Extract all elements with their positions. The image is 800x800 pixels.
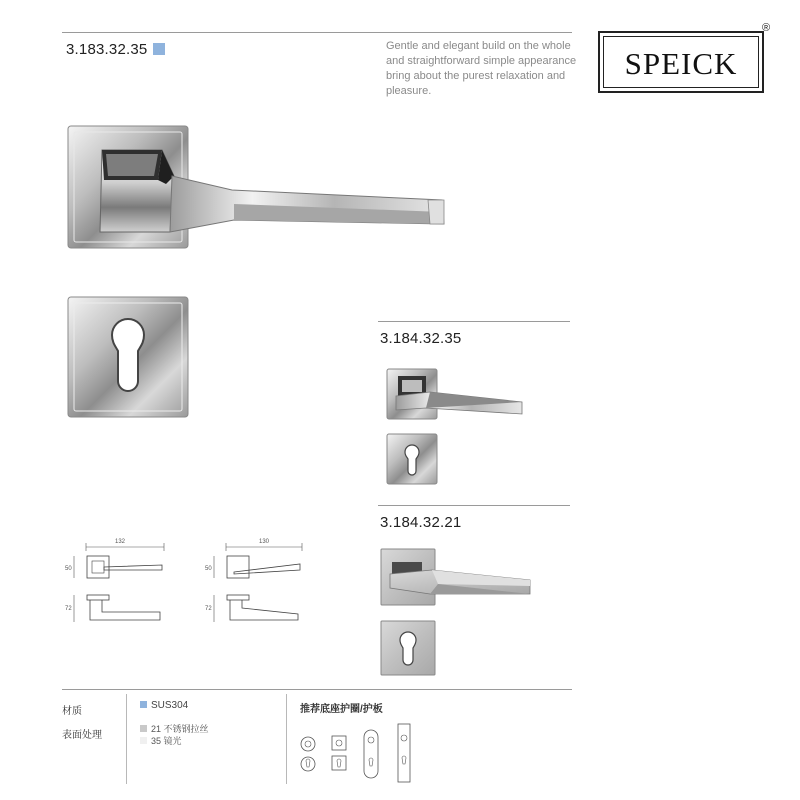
material-value-text: SUS304 [151, 700, 189, 711]
recommended-accessories [298, 722, 418, 784]
header-rule [62, 32, 572, 33]
right-rose-dim: 50 [205, 566, 212, 572]
description-line-2: and straightforward simple appearance [386, 55, 577, 67]
variant-2-handle-image [380, 548, 532, 608]
description-line-1: Gentle and elegant build on the whole [386, 40, 571, 52]
registered-mark: ® [762, 22, 771, 34]
variant-1-handle-image [386, 368, 526, 424]
right-height-dim: 72 [205, 606, 212, 612]
main-product-code-text: 3.183.32.35 [66, 41, 148, 58]
spec-column-divider-2 [286, 694, 287, 784]
left-width-dim: 132 [115, 539, 126, 545]
finish-label: 表面处理 [62, 730, 102, 741]
technical-drawing-right [202, 536, 312, 636]
variant-1-code: 3.184.32.35 [380, 330, 462, 347]
recommended-label: 推荐底座护圈/护板 [300, 704, 383, 715]
description-line-4: pleasure. [386, 85, 432, 97]
finish-option-35 [140, 735, 209, 747]
right-width-dim: 130 [259, 539, 270, 545]
main-handle-image [66, 124, 456, 254]
finish-options [140, 723, 209, 747]
finish-option-21-text: 21 不锈钢拉丝 [151, 724, 209, 734]
finish-option-21 [140, 723, 209, 735]
brand-logo [598, 31, 764, 93]
variant-2-escutcheon-image [380, 620, 436, 676]
spec-table-rule [62, 689, 572, 690]
variant-1-rule [378, 321, 570, 322]
product-description [386, 39, 586, 99]
variant-1-escutcheon-image [386, 433, 438, 485]
variant-2-code: 3.184.32.21 [380, 514, 462, 531]
main-escutcheon-image [66, 295, 190, 419]
material-value [140, 700, 188, 711]
variant-2-rule [378, 505, 570, 506]
technical-drawing-left [62, 536, 172, 636]
description-line-3: bring about the purest relaxation and [386, 70, 566, 82]
color-swatch [153, 43, 165, 55]
left-height-dim: 72 [65, 606, 72, 612]
finish-swatch-21 [140, 725, 147, 732]
main-product-code [66, 41, 165, 58]
brand-logo-text: SPEICK [624, 46, 738, 81]
finish-swatch-35 [140, 737, 147, 744]
material-swatch [140, 701, 147, 708]
left-rose-dim: 50 [65, 566, 72, 572]
material-label: 材质 [62, 706, 82, 717]
finish-option-35-text: 35 镜光 [151, 736, 182, 746]
spec-column-divider-1 [126, 694, 127, 784]
